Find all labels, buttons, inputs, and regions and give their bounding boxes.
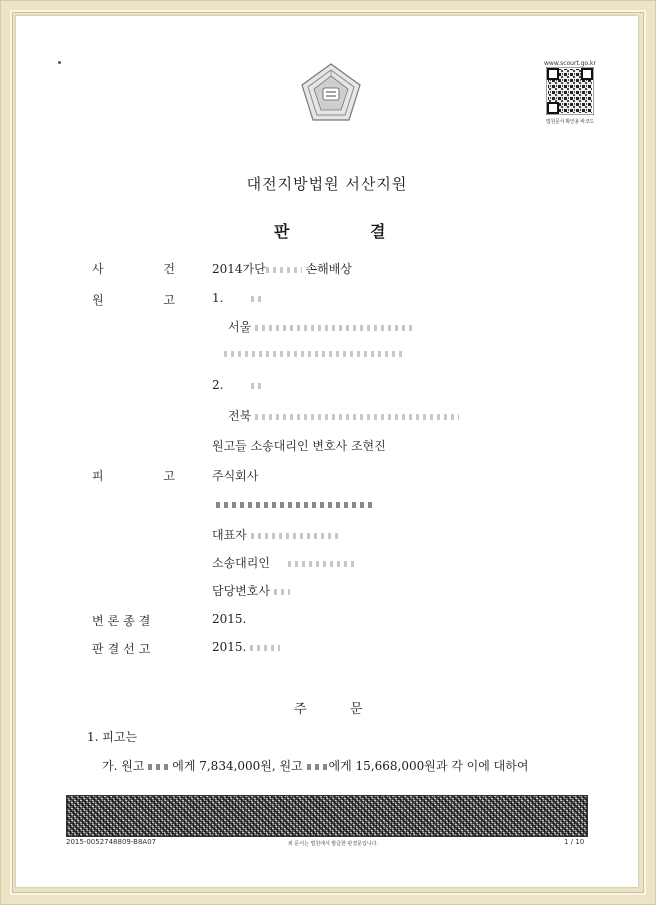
redaction [274,589,290,595]
label-ruling: 판결선고 [92,642,155,656]
redaction [250,645,280,651]
qr-url: www.scourt.go.kr [544,60,596,67]
document-title [274,219,386,242]
redaction [148,764,172,770]
redaction [216,502,374,508]
order-heading-char-1: 주 [294,702,307,717]
order-item-1: 1. 피고는 [87,730,138,744]
defendant-address [216,497,374,511]
qr-code [546,67,594,115]
plaintiff-counsel: 원고들 소송대리인 변호사 조현진 [212,439,386,453]
redaction [288,561,358,567]
plaintiff-2: 2. [212,378,263,392]
plaintiff-1-address-line2 [224,346,402,360]
label-closing: 변론종결 [92,614,155,628]
court-seal-logo [299,62,363,124]
redaction [251,533,341,539]
document-id: 2015-0052748809-B8A07 [66,838,157,846]
plaintiff-2-address: 전북 [228,407,459,424]
plaintiff-1: 1. [212,291,265,305]
redaction [266,267,302,273]
defendant-name: 주식회사 [212,469,259,483]
redaction [251,383,263,389]
document-barcode [66,795,588,837]
closing-date: 2015. [212,612,247,626]
qr-caption: 법원문서 확인용 바코드 [546,119,594,125]
defendant-lawyer: 담당변호사 [212,582,290,599]
title-char-2: 결 [370,222,386,241]
plaintiff-1-address: 서울 [228,318,415,335]
order-heading-char-2: 문 [350,702,363,717]
title-char-1: 판 [274,222,290,241]
court-name: 대전지방법원 서산지원 [246,175,408,193]
label-defendant: 피 고 [92,469,203,483]
scan-dot [58,61,61,64]
defendant-counsel: 소송대리인 [212,554,358,571]
label-case: 사 건 [92,262,203,276]
judgment-document [16,16,638,887]
defendant-representative: 대표자 [212,526,341,543]
label-plaintiff: 원 고 [92,293,203,307]
redaction [255,325,415,331]
footer-notice: 위 문서는 법원에서 발급한 판결문입니다. [288,841,379,847]
order-item-2: 가. 원고 에게 7,834,000원, 원고 에게 15,668,000원과 각 이에 대하여 [102,759,529,773]
redaction [251,296,265,302]
page-number: 1 / 10 [564,838,585,846]
redaction [255,414,459,420]
case-number: 2014가단 손해배상 [212,262,352,276]
redaction [224,351,402,357]
ruling-date: 2015. [212,640,280,654]
redaction [307,764,329,770]
